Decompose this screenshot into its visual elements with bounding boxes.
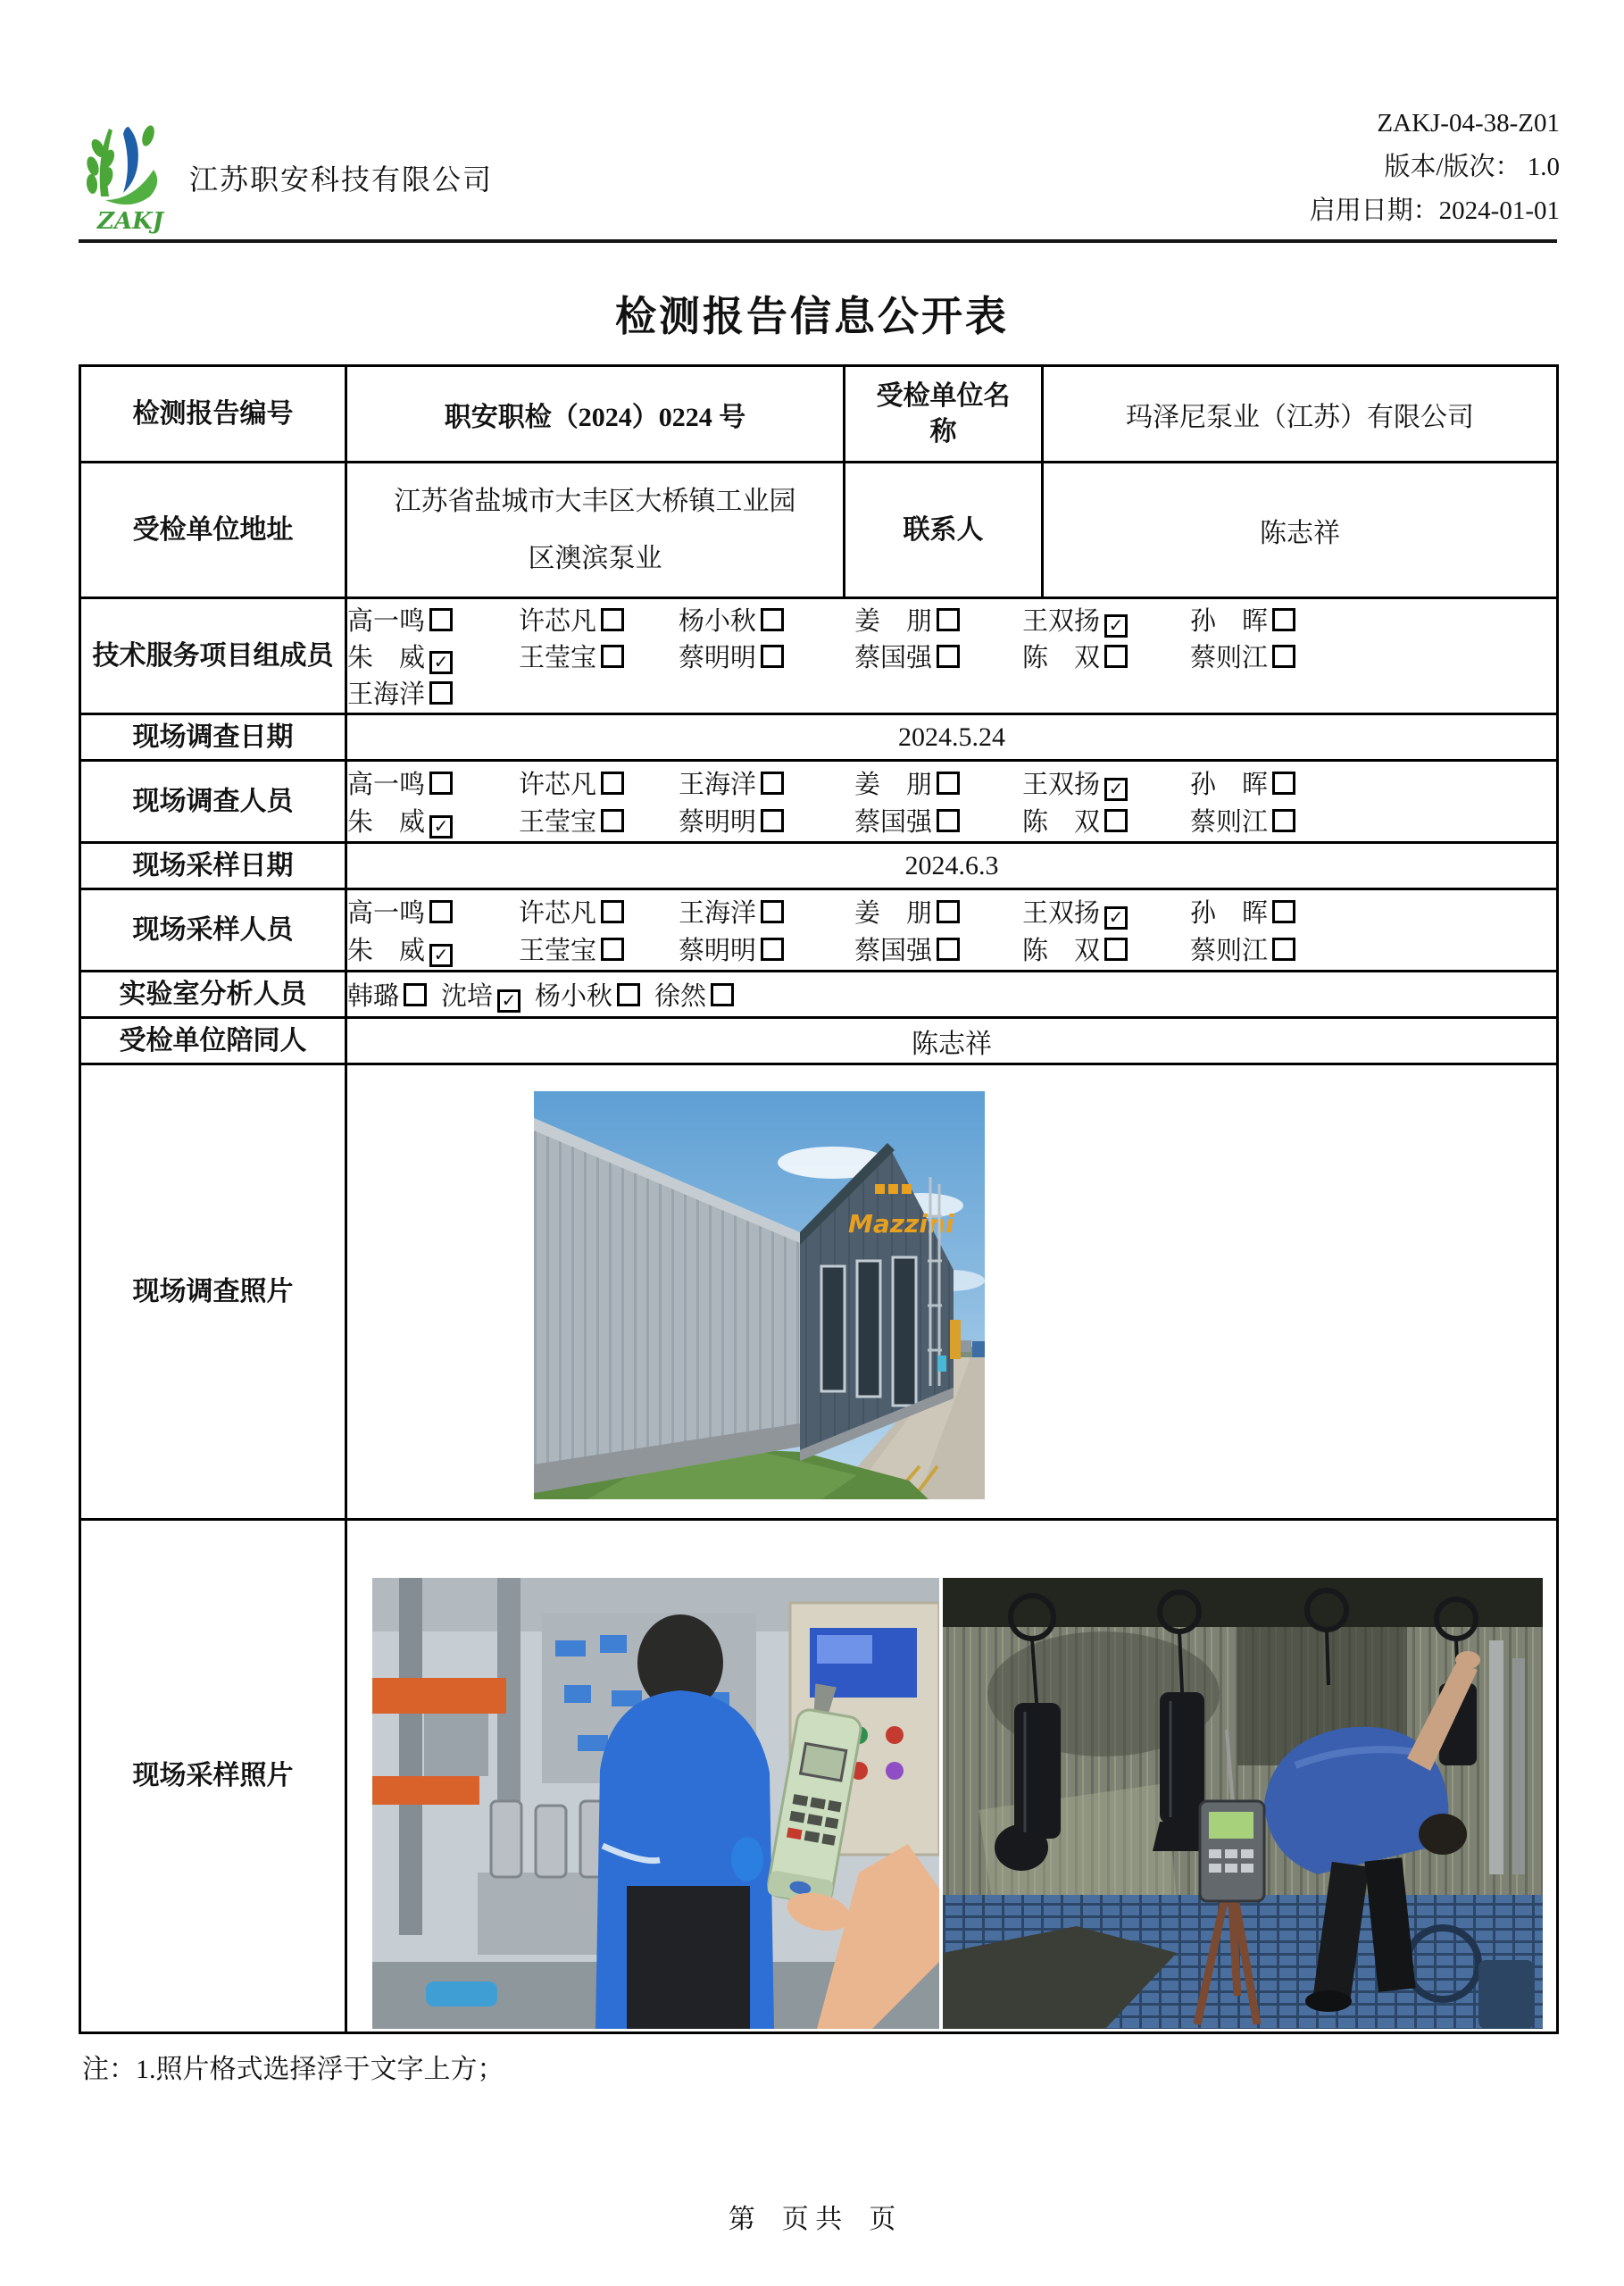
table-row <box>80 889 1558 972</box>
person-name: 陈 双 <box>1022 808 1101 837</box>
survey-staff-label: 现场调查人员 <box>80 761 346 843</box>
person-name: 蔡明明 <box>679 644 757 672</box>
survey-photo-image <box>534 1091 985 1499</box>
person-name: 王海洋 <box>679 899 757 928</box>
person-name: 王莹宝 <box>519 937 597 965</box>
report-no-label: 检测报告编号 <box>80 366 346 463</box>
checkbox-unchecked-icon <box>761 900 784 923</box>
person-name: 陈 双 <box>1022 644 1101 672</box>
person-name: 蔡则江 <box>1190 808 1269 837</box>
person-option <box>519 930 679 967</box>
table-row <box>80 761 1558 843</box>
person-name: 许芯凡 <box>519 899 597 928</box>
member-line <box>347 764 1556 802</box>
sampling-date-label: 现场采样日期 <box>80 843 346 889</box>
checkbox-unchecked-icon <box>1272 608 1295 631</box>
checkbox-unchecked-icon <box>601 809 624 832</box>
table-row <box>80 714 1558 761</box>
person-name: 朱 威 <box>347 644 426 672</box>
person-name: 蔡国强 <box>854 808 933 837</box>
person-name: 王海洋 <box>679 771 757 799</box>
sampling-staff-label: 现场采样人员 <box>80 889 346 972</box>
contact-label: 联系人 <box>845 463 1043 598</box>
member-line <box>347 802 1556 839</box>
table-row <box>80 972 1558 1018</box>
person-name: 蔡则江 <box>1190 937 1269 965</box>
doc-version: 版本/版次： 1.0 <box>1384 153 1560 181</box>
checkbox-unchecked-icon <box>1104 809 1128 832</box>
person-name: 姜 朋 <box>854 899 933 928</box>
person-name: 王双扬 <box>1022 607 1101 636</box>
person-option <box>1022 930 1190 967</box>
person-option <box>1022 802 1190 838</box>
table-row <box>80 366 1558 463</box>
person-option <box>1022 638 1190 674</box>
person-option <box>654 976 734 1013</box>
person-name: 杨小秋 <box>679 607 757 636</box>
checkbox-checked-icon: ✓ <box>429 651 453 674</box>
person-option <box>347 601 519 638</box>
page-title: 检测报告信息公开表 <box>615 294 1009 339</box>
person-name: 蔡明明 <box>679 937 757 965</box>
header-rule <box>79 239 1557 243</box>
person-option <box>347 976 427 1013</box>
checkbox-unchecked-icon <box>601 645 624 668</box>
person-option <box>854 930 1022 967</box>
checkbox-unchecked-icon <box>429 900 453 923</box>
checkbox-unchecked-icon <box>761 772 784 795</box>
checkbox-unchecked-icon <box>429 681 453 705</box>
lab-staff-label: 实验室分析人员 <box>80 972 346 1018</box>
person-option <box>347 930 519 967</box>
checkbox-unchecked-icon <box>937 938 960 961</box>
person-name: 蔡国强 <box>854 644 933 672</box>
person-name: 孙 晖 <box>1190 899 1269 928</box>
checkbox-unchecked-icon <box>617 983 640 1006</box>
checkbox-unchecked-icon <box>1272 645 1295 668</box>
person-name: 高一鸣 <box>347 771 426 799</box>
checkbox-unchecked-icon <box>601 938 624 961</box>
doc-effective-date: 启用日期：2024-01-01 <box>1309 196 1560 225</box>
person-option <box>441 976 521 1013</box>
team-label: 技术服务项目组成员 <box>80 598 346 714</box>
person-option <box>519 764 679 801</box>
member-line <box>347 930 1556 968</box>
table-row <box>80 598 1558 714</box>
person-option <box>854 638 1022 674</box>
checkbox-checked-icon: ✓ <box>497 989 521 1013</box>
page-number-footer: 第 页 共 页 <box>728 2205 896 2234</box>
checkbox-checked-icon: ✓ <box>429 944 453 967</box>
person-name: 蔡国强 <box>854 937 933 965</box>
checkbox-unchecked-icon <box>711 983 734 1006</box>
person-name: 孙 晖 <box>1190 771 1269 799</box>
sampling-staff-cell <box>346 889 1558 972</box>
accompany-label: 受检单位陪同人 <box>80 1018 346 1064</box>
checkbox-unchecked-icon <box>937 809 960 832</box>
checkbox-checked-icon: ✓ <box>1104 778 1128 801</box>
sampling-photo-right <box>943 1578 1543 2029</box>
member-line <box>347 601 1556 638</box>
person-name: 王双扬 <box>1022 771 1101 799</box>
person-option <box>854 893 1022 930</box>
person-name: 徐然 <box>654 982 707 1011</box>
survey-date-label: 现场调查日期 <box>80 714 346 761</box>
table-row <box>80 1064 1558 1520</box>
checkbox-unchecked-icon <box>937 608 960 631</box>
person-name: 许芯凡 <box>519 607 597 636</box>
checkbox-unchecked-icon <box>1104 645 1128 668</box>
team-members-cell <box>346 598 1558 714</box>
person-name: 姜 朋 <box>854 771 933 799</box>
checkbox-unchecked-icon <box>1104 938 1128 961</box>
checkbox-unchecked-icon <box>761 645 784 668</box>
accompany-value: 陈志祥 <box>346 1018 1558 1064</box>
table-row <box>80 1520 1558 2033</box>
person-option <box>347 674 519 711</box>
person-option <box>1022 764 1190 801</box>
person-option <box>1022 601 1190 638</box>
person-option <box>1190 638 1556 674</box>
checkbox-unchecked-icon <box>601 900 624 923</box>
table-row <box>80 463 1558 598</box>
address-label: 受检单位地址 <box>80 463 346 598</box>
company-name: 江苏职安科技有限公司 <box>189 163 494 196</box>
person-option <box>679 764 854 801</box>
sampling-photo-left <box>372 1578 939 2029</box>
person-option <box>347 802 519 838</box>
person-option <box>519 893 679 930</box>
member-line <box>347 893 1556 930</box>
person-option <box>679 802 854 838</box>
person-name: 王莹宝 <box>519 644 597 672</box>
person-name: 蔡明明 <box>679 808 757 837</box>
person-name: 王莹宝 <box>519 808 597 837</box>
member-line <box>347 674 1556 711</box>
checkbox-unchecked-icon <box>761 608 784 631</box>
person-name: 韩璐 <box>347 982 400 1011</box>
checkbox-unchecked-icon <box>937 645 960 668</box>
person-option <box>1190 802 1556 838</box>
person-option <box>347 764 519 801</box>
mazzini-logo-text: Mazzini <box>848 1208 954 1239</box>
person-option <box>854 601 1022 638</box>
person-option <box>519 802 679 838</box>
doc-code: ZAKJ-04-38-Z01 <box>1377 109 1560 138</box>
person-option <box>1190 601 1556 638</box>
unit-name-value: 玛泽尼泵业（江苏）有限公司 <box>1043 366 1558 463</box>
checkbox-checked-icon: ✓ <box>1104 614 1128 638</box>
checkbox-unchecked-icon <box>429 608 453 631</box>
survey-staff-cell <box>346 761 1558 843</box>
checkbox-unchecked-icon <box>1272 900 1295 923</box>
person-name: 杨小秋 <box>535 982 613 1011</box>
checkbox-unchecked-icon <box>601 608 624 631</box>
checkbox-unchecked-icon <box>1272 809 1295 832</box>
report-info-table <box>79 364 1559 2034</box>
person-option <box>1022 893 1190 930</box>
company-logo <box>79 114 182 234</box>
footnote: 注：1.照片格式选择浮于文字上方； <box>82 2055 504 2084</box>
logo-text: ZAKJ <box>96 208 164 234</box>
person-name: 姜 朋 <box>854 607 933 636</box>
checkbox-unchecked-icon <box>761 809 784 832</box>
person-name: 朱 威 <box>347 808 426 837</box>
checkbox-unchecked-icon <box>761 938 784 961</box>
person-name: 王双扬 <box>1022 899 1101 928</box>
person-name: 朱 威 <box>347 937 426 965</box>
person-option <box>679 930 854 967</box>
person-option <box>1190 893 1556 930</box>
address-value: 江苏省盐城市大丰区大桥镇工业园区澳滨泵业 <box>394 486 796 573</box>
person-option <box>679 638 854 674</box>
table-row <box>80 843 1558 889</box>
person-name: 高一鸣 <box>347 607 426 636</box>
person-name: 王海洋 <box>347 680 426 709</box>
lab-staff-cell <box>346 972 1558 1018</box>
person-option <box>1190 764 1556 801</box>
person-name: 孙 晖 <box>1190 607 1269 636</box>
table-row <box>80 1018 1558 1064</box>
checkbox-unchecked-icon <box>1272 938 1295 961</box>
checkbox-unchecked-icon <box>601 772 624 795</box>
unit-name-label: 受检单位名称 <box>845 366 1043 463</box>
survey-photo-cell <box>346 1064 1558 1520</box>
person-name: 高一鸣 <box>347 899 426 928</box>
person-name: 蔡则江 <box>1190 644 1269 672</box>
person-option <box>679 893 854 930</box>
person-name: 许芯凡 <box>519 771 597 799</box>
person-option <box>347 638 519 674</box>
checkbox-unchecked-icon <box>937 900 960 923</box>
person-name: 陈 双 <box>1022 937 1101 965</box>
member-line <box>347 638 1556 674</box>
checkbox-unchecked-icon <box>429 772 453 795</box>
person-option <box>679 601 854 638</box>
person-option <box>347 893 519 930</box>
person-option <box>1190 930 1556 967</box>
sampling-date-value: 2024.6.3 <box>346 843 1558 889</box>
checkbox-checked-icon: ✓ <box>1104 906 1128 930</box>
person-option <box>854 802 1022 838</box>
person-option <box>519 601 679 638</box>
person-name: 沈培 <box>441 982 494 1011</box>
checkbox-unchecked-icon <box>404 983 427 1006</box>
person-option <box>535 976 640 1013</box>
survey-photo-label: 现场调查照片 <box>80 1064 346 1520</box>
report-no-value: 职安职检（2024）0224 号 <box>346 366 845 463</box>
contact-value: 陈志祥 <box>1043 463 1558 598</box>
person-option <box>519 638 679 674</box>
person-option <box>854 764 1022 801</box>
checkbox-unchecked-icon <box>1272 772 1295 795</box>
sampling-photo-cell <box>346 1520 1558 2033</box>
checkbox-unchecked-icon <box>937 772 960 795</box>
checkbox-checked-icon: ✓ <box>429 815 453 838</box>
document-meta <box>1310 102 1560 233</box>
sampling-photo-label: 现场采样照片 <box>80 1520 346 2033</box>
survey-date-value: 2024.5.24 <box>346 714 1558 761</box>
member-line <box>347 975 1556 1014</box>
